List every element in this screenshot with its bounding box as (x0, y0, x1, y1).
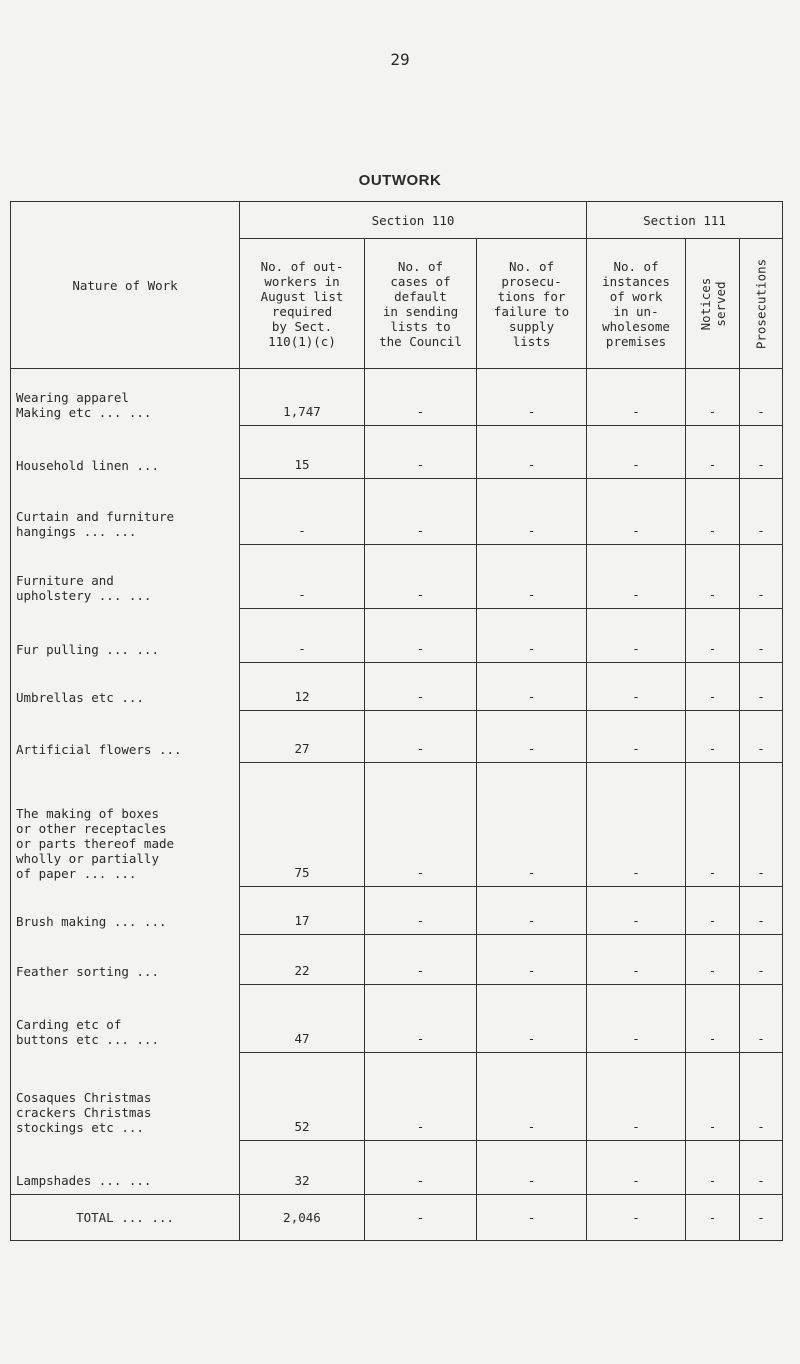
value-cell: 15 (240, 426, 365, 479)
nature-of-work-cell: Lampshades ... ... (11, 1141, 240, 1195)
value-cell: - (365, 1141, 477, 1195)
table-row (11, 711, 783, 763)
value-cell: - (477, 1195, 587, 1241)
value-cell: - (587, 887, 686, 935)
value-cell: - (477, 426, 587, 479)
value-cell: - (587, 609, 686, 663)
value-cell: - (587, 935, 686, 985)
value-cell: - (740, 711, 783, 763)
table-row (11, 663, 783, 711)
table-row (11, 479, 783, 545)
value-cell: - (365, 426, 477, 479)
table-row (11, 985, 783, 1053)
value-cell: - (686, 1195, 740, 1241)
value-cell: - (587, 763, 686, 887)
value-cell: - (740, 935, 783, 985)
value-cell: - (477, 609, 587, 663)
value-cell: - (587, 1195, 686, 1241)
value-cell: - (740, 609, 783, 663)
value-cell: - (686, 663, 740, 711)
nature-of-work-cell: Household linen ... (11, 426, 240, 479)
page-number: 29 (390, 50, 410, 69)
value-cell: - (587, 426, 686, 479)
nature-of-work-cell: Furniture and upholstery ... ... (11, 545, 240, 609)
table-row (11, 545, 783, 609)
value-cell: - (477, 369, 587, 426)
value-cell: - (740, 985, 783, 1053)
table-row (11, 369, 783, 426)
outwork-table (10, 201, 783, 1241)
prosecutions-header: Prosecutions (740, 239, 783, 369)
value-cell: 12 (240, 663, 365, 711)
value-cell: - (740, 545, 783, 609)
nature-of-work-header: Nature of Work (11, 202, 240, 369)
value-cell: - (477, 1141, 587, 1195)
table-row (11, 1053, 783, 1141)
value-cell: - (477, 1053, 587, 1141)
value-cell: - (587, 479, 686, 545)
value-cell: - (587, 985, 686, 1053)
nature-of-work-cell: Feather sorting ... (11, 935, 240, 985)
value-cell: - (686, 545, 740, 609)
value-cell: - (686, 985, 740, 1053)
value-cell: - (365, 711, 477, 763)
nature-of-work-cell: Fur pulling ... ... (11, 609, 240, 663)
value-cell: - (686, 1053, 740, 1141)
value-cell: - (365, 369, 477, 426)
value-cell: - (240, 609, 365, 663)
value-cell: - (740, 426, 783, 479)
value-cell: - (740, 369, 783, 426)
value-cell: 2,046 (240, 1195, 365, 1241)
section-110-header: Section 110 (240, 202, 587, 239)
value-cell: - (365, 1053, 477, 1141)
table-row (11, 609, 783, 663)
outworkers-count-header: No. of out- workers in August list required by Sect. 110(1)(c) (240, 239, 365, 369)
section-111-header: Section 111 (587, 202, 783, 239)
value-cell: - (587, 545, 686, 609)
value-cell: - (240, 545, 365, 609)
value-cell: - (740, 887, 783, 935)
value-cell: - (686, 369, 740, 426)
value-cell: 52 (240, 1053, 365, 1141)
value-cell: - (477, 935, 587, 985)
value-cell: - (365, 935, 477, 985)
total-row (11, 1195, 783, 1241)
nature-of-work-cell: Cosaques Christmas crackers Christmas stockings etc ... (11, 1053, 240, 1141)
value-cell: - (740, 479, 783, 545)
nature-of-work-cell: Brush making ... ... (11, 887, 240, 935)
table-row (11, 426, 783, 479)
nature-of-work-cell: Wearing apparel Making etc ... ... (11, 369, 240, 426)
nature-of-work-cell: Carding etc of buttons etc ... ... (11, 985, 240, 1053)
value-cell: - (477, 711, 587, 763)
value-cell: - (365, 663, 477, 711)
value-cell: 47 (240, 985, 365, 1053)
value-cell: - (740, 1053, 783, 1141)
value-cell: 75 (240, 763, 365, 887)
value-cell: 22 (240, 935, 365, 985)
value-cell: - (477, 663, 587, 711)
table-row (11, 1141, 783, 1195)
value-cell: - (587, 1141, 686, 1195)
value-cell: - (587, 711, 686, 763)
value-cell: - (477, 763, 587, 887)
value-cell: - (587, 369, 686, 426)
value-cell: - (587, 1053, 686, 1141)
value-cell: - (365, 479, 477, 545)
value-cell: - (686, 609, 740, 663)
value-cell: - (686, 711, 740, 763)
value-cell: - (587, 663, 686, 711)
page-title: OUTWORK (358, 172, 442, 189)
value-cell: 27 (240, 711, 365, 763)
value-cell: - (365, 545, 477, 609)
value-cell: - (477, 887, 587, 935)
value-cell: - (686, 426, 740, 479)
unwholesome-premises-header: No. of instances of work in un- wholesome premises (587, 239, 686, 369)
value-cell: - (365, 887, 477, 935)
value-cell: - (365, 763, 477, 887)
value-cell: - (686, 763, 740, 887)
value-cell: - (477, 545, 587, 609)
total-label: TOTAL ... ... (11, 1195, 240, 1241)
value-cell: - (365, 609, 477, 663)
prosecutions-lists-header: No. of prosecu- tions for failure to supply lists (477, 239, 587, 369)
value-cell: - (365, 985, 477, 1053)
value-cell: - (686, 479, 740, 545)
value-cell: 17 (240, 887, 365, 935)
nature-of-work-cell: Curtain and furniture hangings ... ... (11, 479, 240, 545)
value-cell: - (365, 1195, 477, 1241)
table-row (11, 935, 783, 985)
value-cell: - (477, 479, 587, 545)
value-cell: - (686, 887, 740, 935)
notices-served-header: Notices served (686, 239, 740, 369)
value-cell: - (477, 985, 587, 1053)
table-row (11, 887, 783, 935)
value-cell: 32 (240, 1141, 365, 1195)
value-cell: - (740, 763, 783, 887)
value-cell: - (686, 1141, 740, 1195)
nature-of-work-cell: Artificial flowers ... (11, 711, 240, 763)
nature-of-work-cell: Umbrellas etc ... (11, 663, 240, 711)
value-cell: 1,747 (240, 369, 365, 426)
table-row (11, 763, 783, 887)
value-cell: - (240, 479, 365, 545)
default-cases-header: No. of cases of default in sending lists to the Council (365, 239, 477, 369)
value-cell: - (740, 1141, 783, 1195)
nature-of-work-cell: The making of boxes or other receptacles or parts thereof made wholly or partially of paper ... ... (11, 763, 240, 887)
value-cell: - (686, 935, 740, 985)
value-cell: - (740, 663, 783, 711)
value-cell: - (740, 1195, 783, 1241)
